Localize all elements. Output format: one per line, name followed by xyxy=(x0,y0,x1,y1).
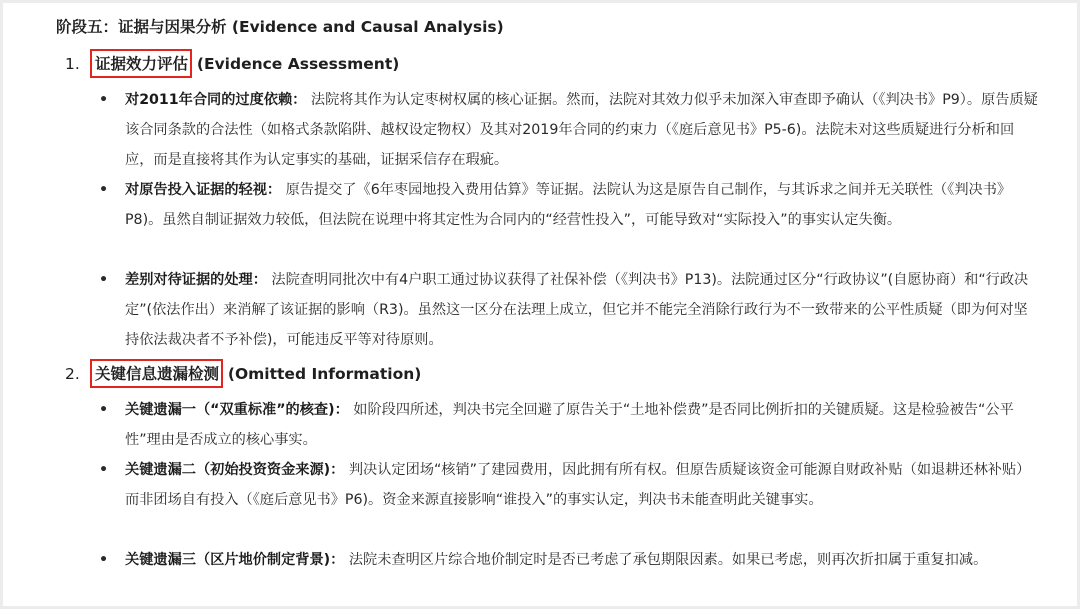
bullet-dot-icon: • xyxy=(99,92,109,108)
list-number: 2. xyxy=(65,365,80,383)
bullet-text: 法院查明同批次中有4户职工通过协议获得了社保补偿（《判决书》P13)。法院通过区分“行政协议”(自愿协商）和“行政决定”(依法作出）来消解了该证据的影响（R3)。虽然这一区分在法理上成立，但它并不能完全消除行政行为不一致带来的公平性质疑（即为何对坚持依法裁决者不予补偿)，可能违反平等对待原则。 xyxy=(125,272,1029,348)
bullet-lead: 关键遗漏二（初始投资资金来源)： xyxy=(125,462,345,478)
document-page xyxy=(3,3,1077,606)
bullet-dot-icon: • xyxy=(99,402,109,418)
bullet-dot-icon: • xyxy=(99,182,109,198)
section-heading: 阶段五：证据与因果分析 (Evidence and Causal Analysis) xyxy=(56,18,504,36)
bullet-item xyxy=(99,85,1039,175)
bullet-lead: 差别对待证据的处理： xyxy=(125,272,267,288)
bullet-lead: 对2011年合同的过度依赖： xyxy=(125,92,307,108)
heading-english: (Evidence Assessment) xyxy=(196,55,400,73)
bullet-item xyxy=(99,395,1039,455)
bullet-dot-icon: • xyxy=(99,462,109,478)
bullet-text: 如阶段四所述，判决书完全回避了原告关于“土地补偿费”是否同比例折扣的关键质疑。这是检验被告“公平性”理由是否成立的核心事实。 xyxy=(125,402,1014,448)
bullet-item xyxy=(99,545,1039,575)
highlighted-heading: 证据效力评估 xyxy=(90,49,192,78)
bullet-text: 原告提交了《6年枣园地投入费用估算》等证据。法院认为这是原告自己制作，与其诉求之间并无关联性（《判决书》P8)。虽然自制证据效力较低，但法院在说理中将其定性为合同内的“经营性投入”，可能导致对“实际投入”的事实认定失衡。 xyxy=(125,182,1012,228)
bullet-text: 法院将其作为认定枣树权属的核心证据。然而，法院对其效力似乎未加深入审查即予确认（《判决书》P9）。原告质疑该合同条款的合法性（如格式条款陷阱、越权设定物权）及其对2019年合同的约束力（《庭后意见书》P5-6)。法院未对这些质疑进行分析和回应，而是直接将其作为认定事实的基础，证据采信存在瑕疵。 xyxy=(125,92,1038,168)
bullet-item xyxy=(99,265,1039,355)
bullet-text: 判决认定团场“核销”了建园费用，因此拥有所有权。但原告质疑该资金可能源自财政补贴（如退耕还林补贴）而非团场自有投入（《庭后意见书》P6)。资金来源直接影响“谁投入”的事实认定，判决书未能查明此关键事实。 xyxy=(125,462,1031,508)
bullet-lead: 关键遗漏一（“双重标准”的核查)： xyxy=(125,402,349,418)
bullet-item xyxy=(99,455,1039,515)
heading-english: (Omitted Information) xyxy=(227,365,422,383)
bullet-lead: 对原告投入证据的轻视： xyxy=(125,182,282,198)
bullet-lead: 关键遗漏三（区片地价制定背景)： xyxy=(125,552,345,568)
bullet-text: 法院未查明区片综合地价制定时是否已考虑了承包期限因素。如果已考虑，则再次折扣属于重复扣减。 xyxy=(344,552,988,568)
bullet-dot-icon: • xyxy=(99,272,109,288)
highlighted-heading: 关键信息遗漏检测 xyxy=(90,359,223,388)
bullet-dot-icon: • xyxy=(99,552,109,568)
list-number: 1. xyxy=(65,55,80,73)
bullet-item xyxy=(99,175,1039,235)
list-item-omitted-information xyxy=(65,359,421,388)
list-item-evidence-assessment xyxy=(65,49,399,78)
